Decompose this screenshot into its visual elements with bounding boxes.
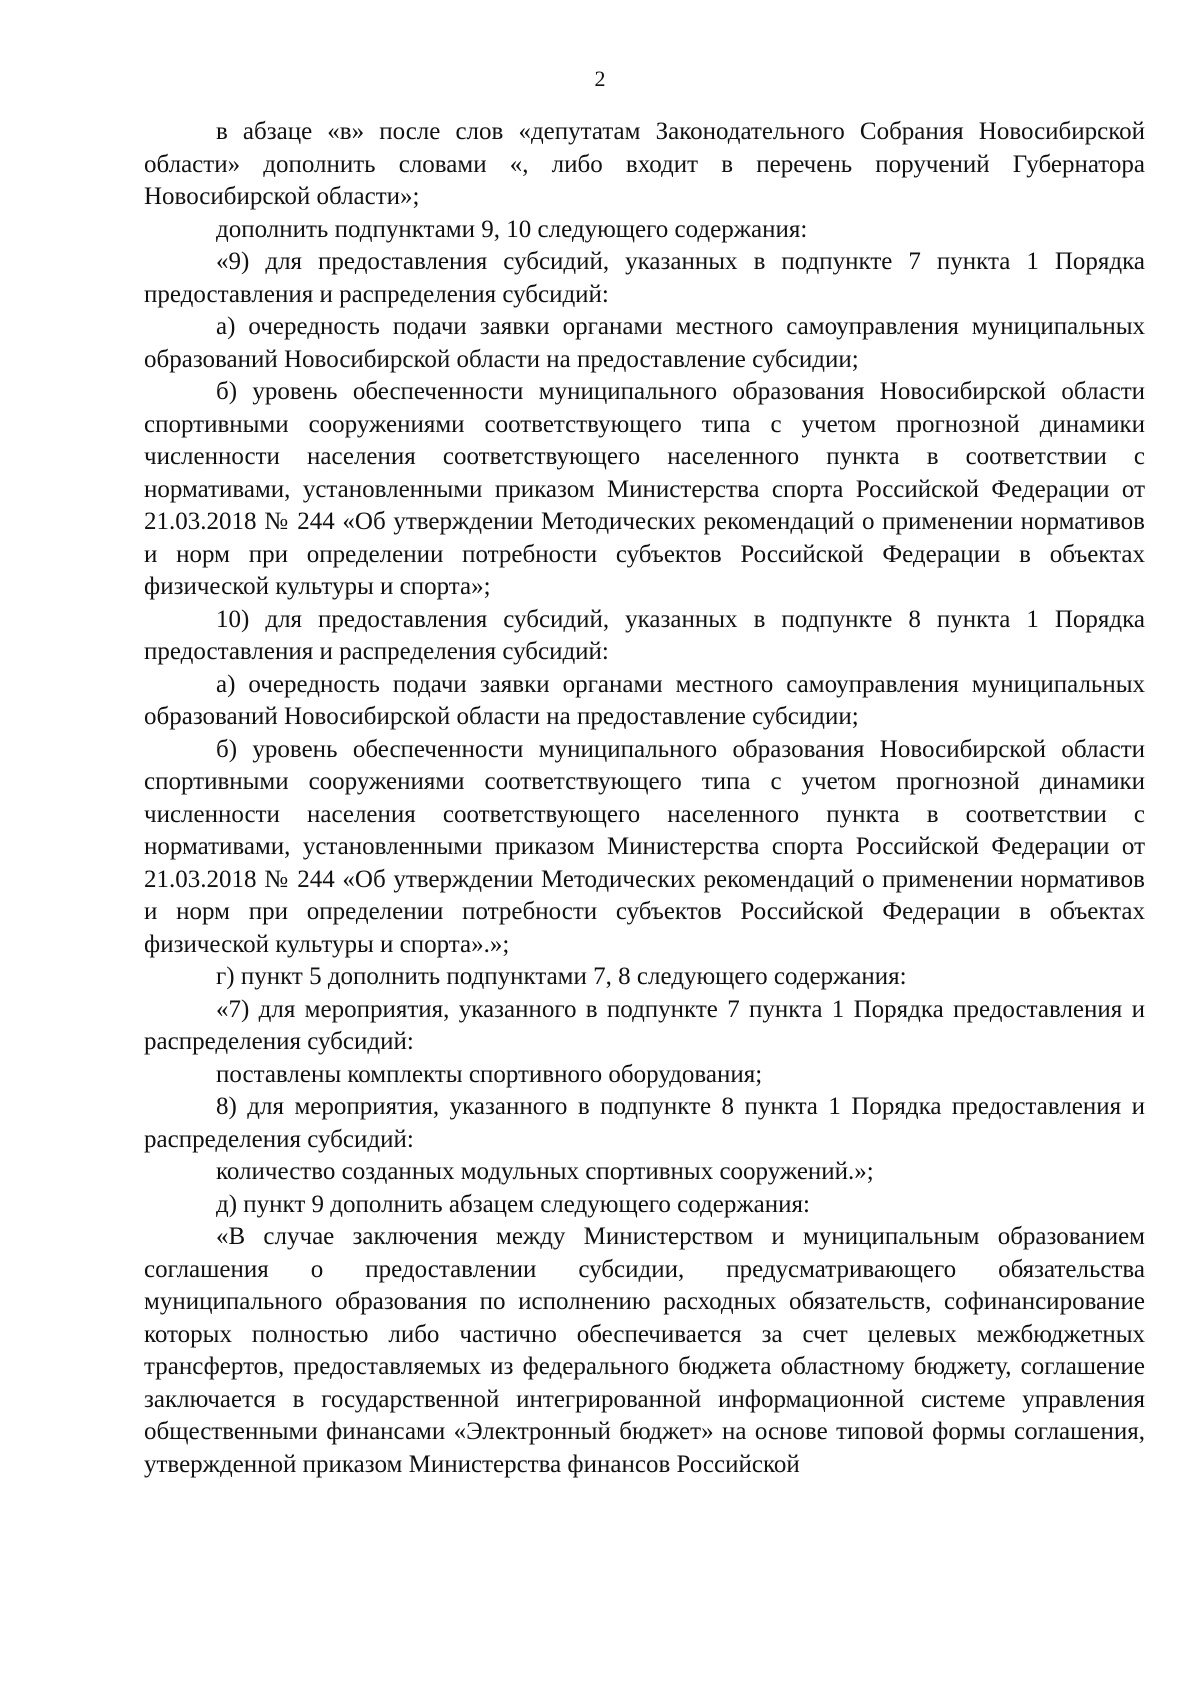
paragraph: 8) для мероприятия, указанного в подпункте 8 пункта 1 Порядка предоставления и распределения субсидий: bbox=[144, 1093, 1145, 1153]
page-number: 2 bbox=[594, 66, 606, 91]
paragraph: 10) для предоставления субсидий, указанных в подпункте 8 пункта 1 Порядка предоставления и распределения субсидий: bbox=[144, 605, 1145, 665]
paragraph: количество созданных модульных спортивных сооружений.»; bbox=[216, 1158, 874, 1185]
paragraph: в абзаце «в» после слов «депутатам Законодательного Собрания Новосибирской области» дополнить словами «, либо входит в перечень поручений Губернатора Новосибирской области»; bbox=[144, 118, 1145, 210]
paragraph: поставлены комплекты спортивного оборудования; bbox=[216, 1060, 763, 1088]
paragraph: «В случае заключения между Министерством и муниципальным образованием соглашения о предоставлении субсидии, предусматривающего обязательства муниципального образования по исполнению расходных обязательств, софинансирование которых полностью либо частично обеспечивается за счет целевых межбюджетных трансфертов, предоставляемых из федерального бюджета областному бюджету, соглашение заключается в государственной интегрированной информационной системе управления общественными финансами «Электронный бюджет» на основе типовой формы соглашения, утвержденной приказом Министерства финансов Российской bbox=[144, 1223, 1145, 1478]
paragraph: б) уровень обеспеченности муниципального образования Новосибирской области спортивными сооружениями соответствующего типа с учетом прогнозной динамики численности населения соответствующего населенного пункта в соответствии с нормативами, установленными приказом Министерства спорта Российской Федерации от 21.03.2018 № 244 «Об утверждении Методических рекомендаций о применении нормативов и норм при определении потребности субъектов Российской Федерации в объектах физической культуры и спорта».»; bbox=[144, 735, 1145, 958]
document-body bbox=[144, 116, 1145, 1481]
paragraph: д) пункт 9 дополнить абзацем следующего содержания: bbox=[216, 1190, 810, 1218]
paragraph: а) очередность подачи заявки органами местного самоуправления муниципальных образований Новосибирской области на предоставление субсидии; bbox=[144, 313, 1145, 373]
paragraph: дополнить подпунктами 9, 10 следующего содержания: bbox=[216, 215, 808, 243]
paragraph: «7) для мероприятия, указанного в подпункте 7 пункта 1 Порядка предоставления и распределения субсидий: bbox=[144, 995, 1145, 1055]
paragraph: а) очередность подачи заявки органами местного самоуправления муниципальных образований Новосибирской области на предоставление субсидии; bbox=[144, 670, 1145, 730]
paragraph: б) уровень обеспеченности муниципального образования Новосибирской области спортивными сооружениями соответствующего типа с учетом прогнозной динамики численности населения соответствующего населенного пункта в соответствии с нормативами, установленными приказом Министерства спорта Российской Федерации от 21.03.2018 № 244 «Об утверждении Методических рекомендаций о применении нормативов и норм при определении потребности субъектов Российской Федерации в объектах физической культуры и спорта»; bbox=[144, 378, 1145, 600]
paragraph: «9) для предоставления субсидий, указанных в подпункте 7 пункта 1 Порядка предоставления и распределения субсидий: bbox=[144, 248, 1145, 308]
paragraph: г) пункт 5 дополнить подпунктами 7, 8 следующего содержания: bbox=[216, 963, 907, 990]
